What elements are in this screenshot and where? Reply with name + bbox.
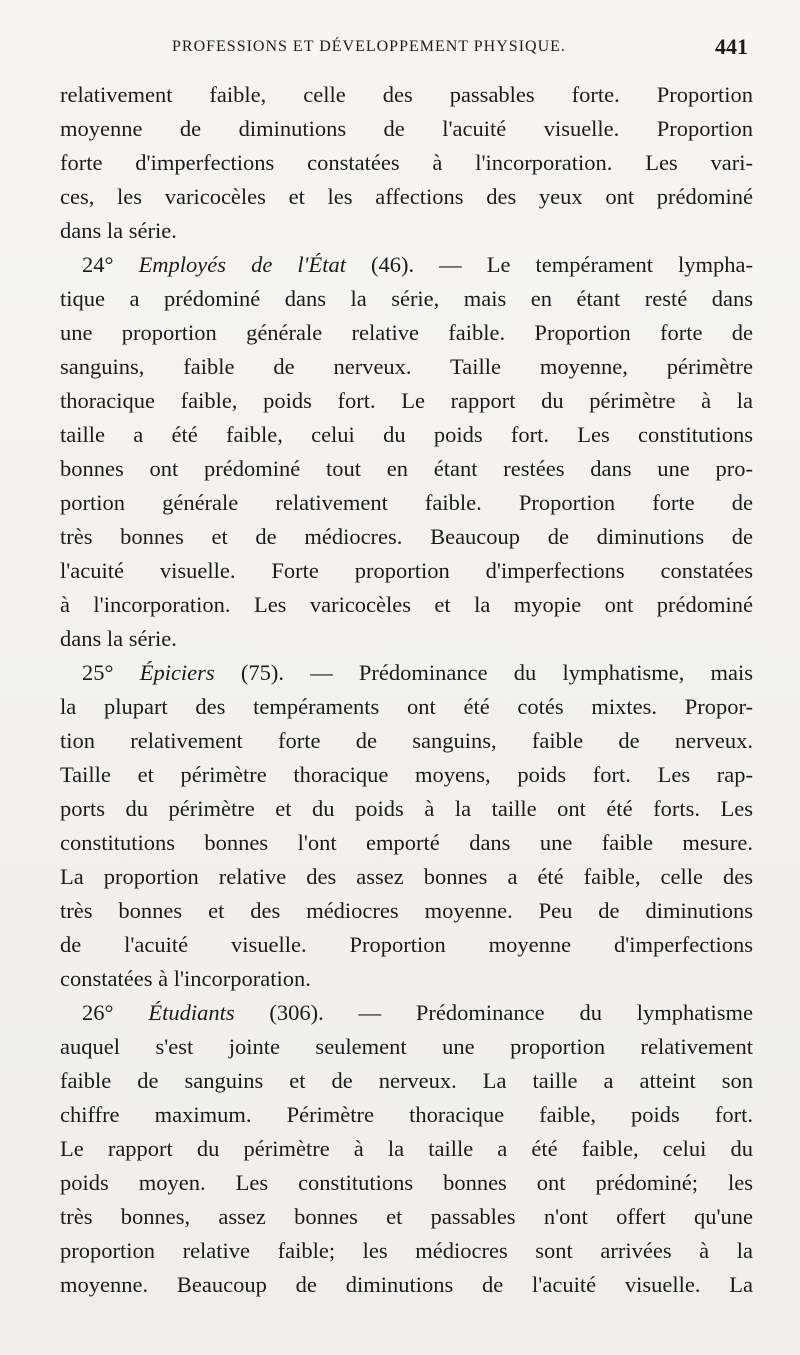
text-line: de l'acuité visuelle. Proportion moyenne d'imperfections: [60, 932, 753, 957]
text-line: Taille et périmètre thoracique moyens, poids fort. Les rap-: [60, 762, 753, 787]
entry-employes-de-l-etat: [60, 248, 753, 656]
running-head: PROFESSIONS ET DÉVELOPPEMENT PHYSIQUE.: [172, 38, 566, 55]
text-line: portion générale relativement faible. Proportion forte de: [60, 490, 753, 515]
text-line: très bonnes, assez bonnes et passables n'ont offert qu'une: [60, 1204, 753, 1229]
text-line: ces, les varicocèles et les affections des yeux ont prédominé: [60, 184, 753, 209]
text-line: bonnes ont prédominé tout en étant restées dans une pro-: [60, 456, 753, 481]
entry-title: Employés de l'État: [138, 252, 346, 277]
text-line: faible de sanguins et de nerveux. La taille a atteint son: [60, 1068, 753, 1093]
entry-first-text: (46). — Le tempérament lympha-: [371, 252, 753, 277]
page-header: [60, 34, 752, 64]
entry-first-text: (306). — Prédominance du lymphatisme: [269, 1000, 753, 1025]
entry-first-line: [60, 996, 753, 1030]
entry-first-text: (75). — Prédominance du lymphatisme, mais: [240, 660, 753, 685]
text-line: une proportion générale relative faible. Proportion forte de: [60, 320, 753, 345]
text-line: poids moyen. Les constitutions bonnes ont prédominé; les: [60, 1170, 753, 1195]
text-line: proportion relative faible; les médiocres sont arrivées à la: [60, 1238, 753, 1263]
text-line: Le rapport du périmètre à la taille a été faible, celui du: [60, 1136, 753, 1161]
text-line: l'acuité visuelle. Forte proportion d'imperfections constatées: [60, 558, 753, 583]
text-line: très bonnes et de médiocres. Beaucoup de diminutions de: [60, 524, 753, 549]
page-number: 441: [715, 34, 748, 59]
text-line: constatées à l'incorporation.: [60, 966, 311, 991]
entry-title: Épiciers: [139, 660, 215, 685]
entry-number: 25°: [82, 660, 114, 685]
text-line: forte d'imperfections constatées à l'incorporation. Les vari-: [60, 150, 753, 175]
text-line: la plupart des tempéraments ont été cotés mixtes. Propor-: [60, 694, 753, 719]
text-line: tion relativement forte de sanguins, faible de nerveux.: [60, 728, 753, 753]
text-line: dans la série.: [60, 626, 177, 651]
text-line: chiffre maximum. Périmètre thoracique faible, poids fort.: [60, 1102, 753, 1127]
entry-first-line: [60, 656, 753, 690]
entry-first-line: [60, 248, 753, 282]
entry-title: Étudiants: [148, 1000, 235, 1025]
text-line: taille a été faible, celui du poids fort. Les constitutions: [60, 422, 753, 447]
text-line: à l'incorporation. Les varicocèles et la myopie ont prédominé: [60, 592, 753, 617]
text-line: relativement faible, celle des passables forte. Proportion: [60, 82, 753, 107]
text-line: moyenne. Beaucoup de diminutions de l'acuité visuelle. La: [60, 1272, 753, 1297]
text-line: tique a prédominé dans la série, mais en étant resté dans: [60, 286, 753, 311]
paragraph-continuation: [60, 78, 753, 248]
text-line: ports du périmètre et du poids à la taille ont été forts. Les: [60, 796, 753, 821]
text-line: La proportion relative des assez bonnes a été faible, celle des: [60, 864, 753, 889]
text-line: très bonnes et des médiocres moyenne. Peu de diminutions: [60, 898, 753, 923]
text-line: moyenne de diminutions de l'acuité visuelle. Proportion: [60, 116, 753, 141]
entry-epiciers: [60, 656, 753, 996]
entry-number: 24°: [82, 252, 114, 277]
text-line: dans la série.: [60, 218, 177, 243]
text-line: constitutions bonnes l'ont emporté dans une faible mesure.: [60, 830, 753, 855]
text-line: sanguins, faible de nerveux. Taille moyenne, périmètre: [60, 354, 753, 379]
text-line: auquel s'est jointe seulement une proportion relativement: [60, 1034, 753, 1059]
entry-number: 26°: [82, 1000, 114, 1025]
page-body: [60, 78, 753, 1302]
text-line: thoracique faible, poids fort. Le rapport du périmètre à la: [60, 388, 753, 413]
entry-etudiants: [60, 996, 753, 1302]
